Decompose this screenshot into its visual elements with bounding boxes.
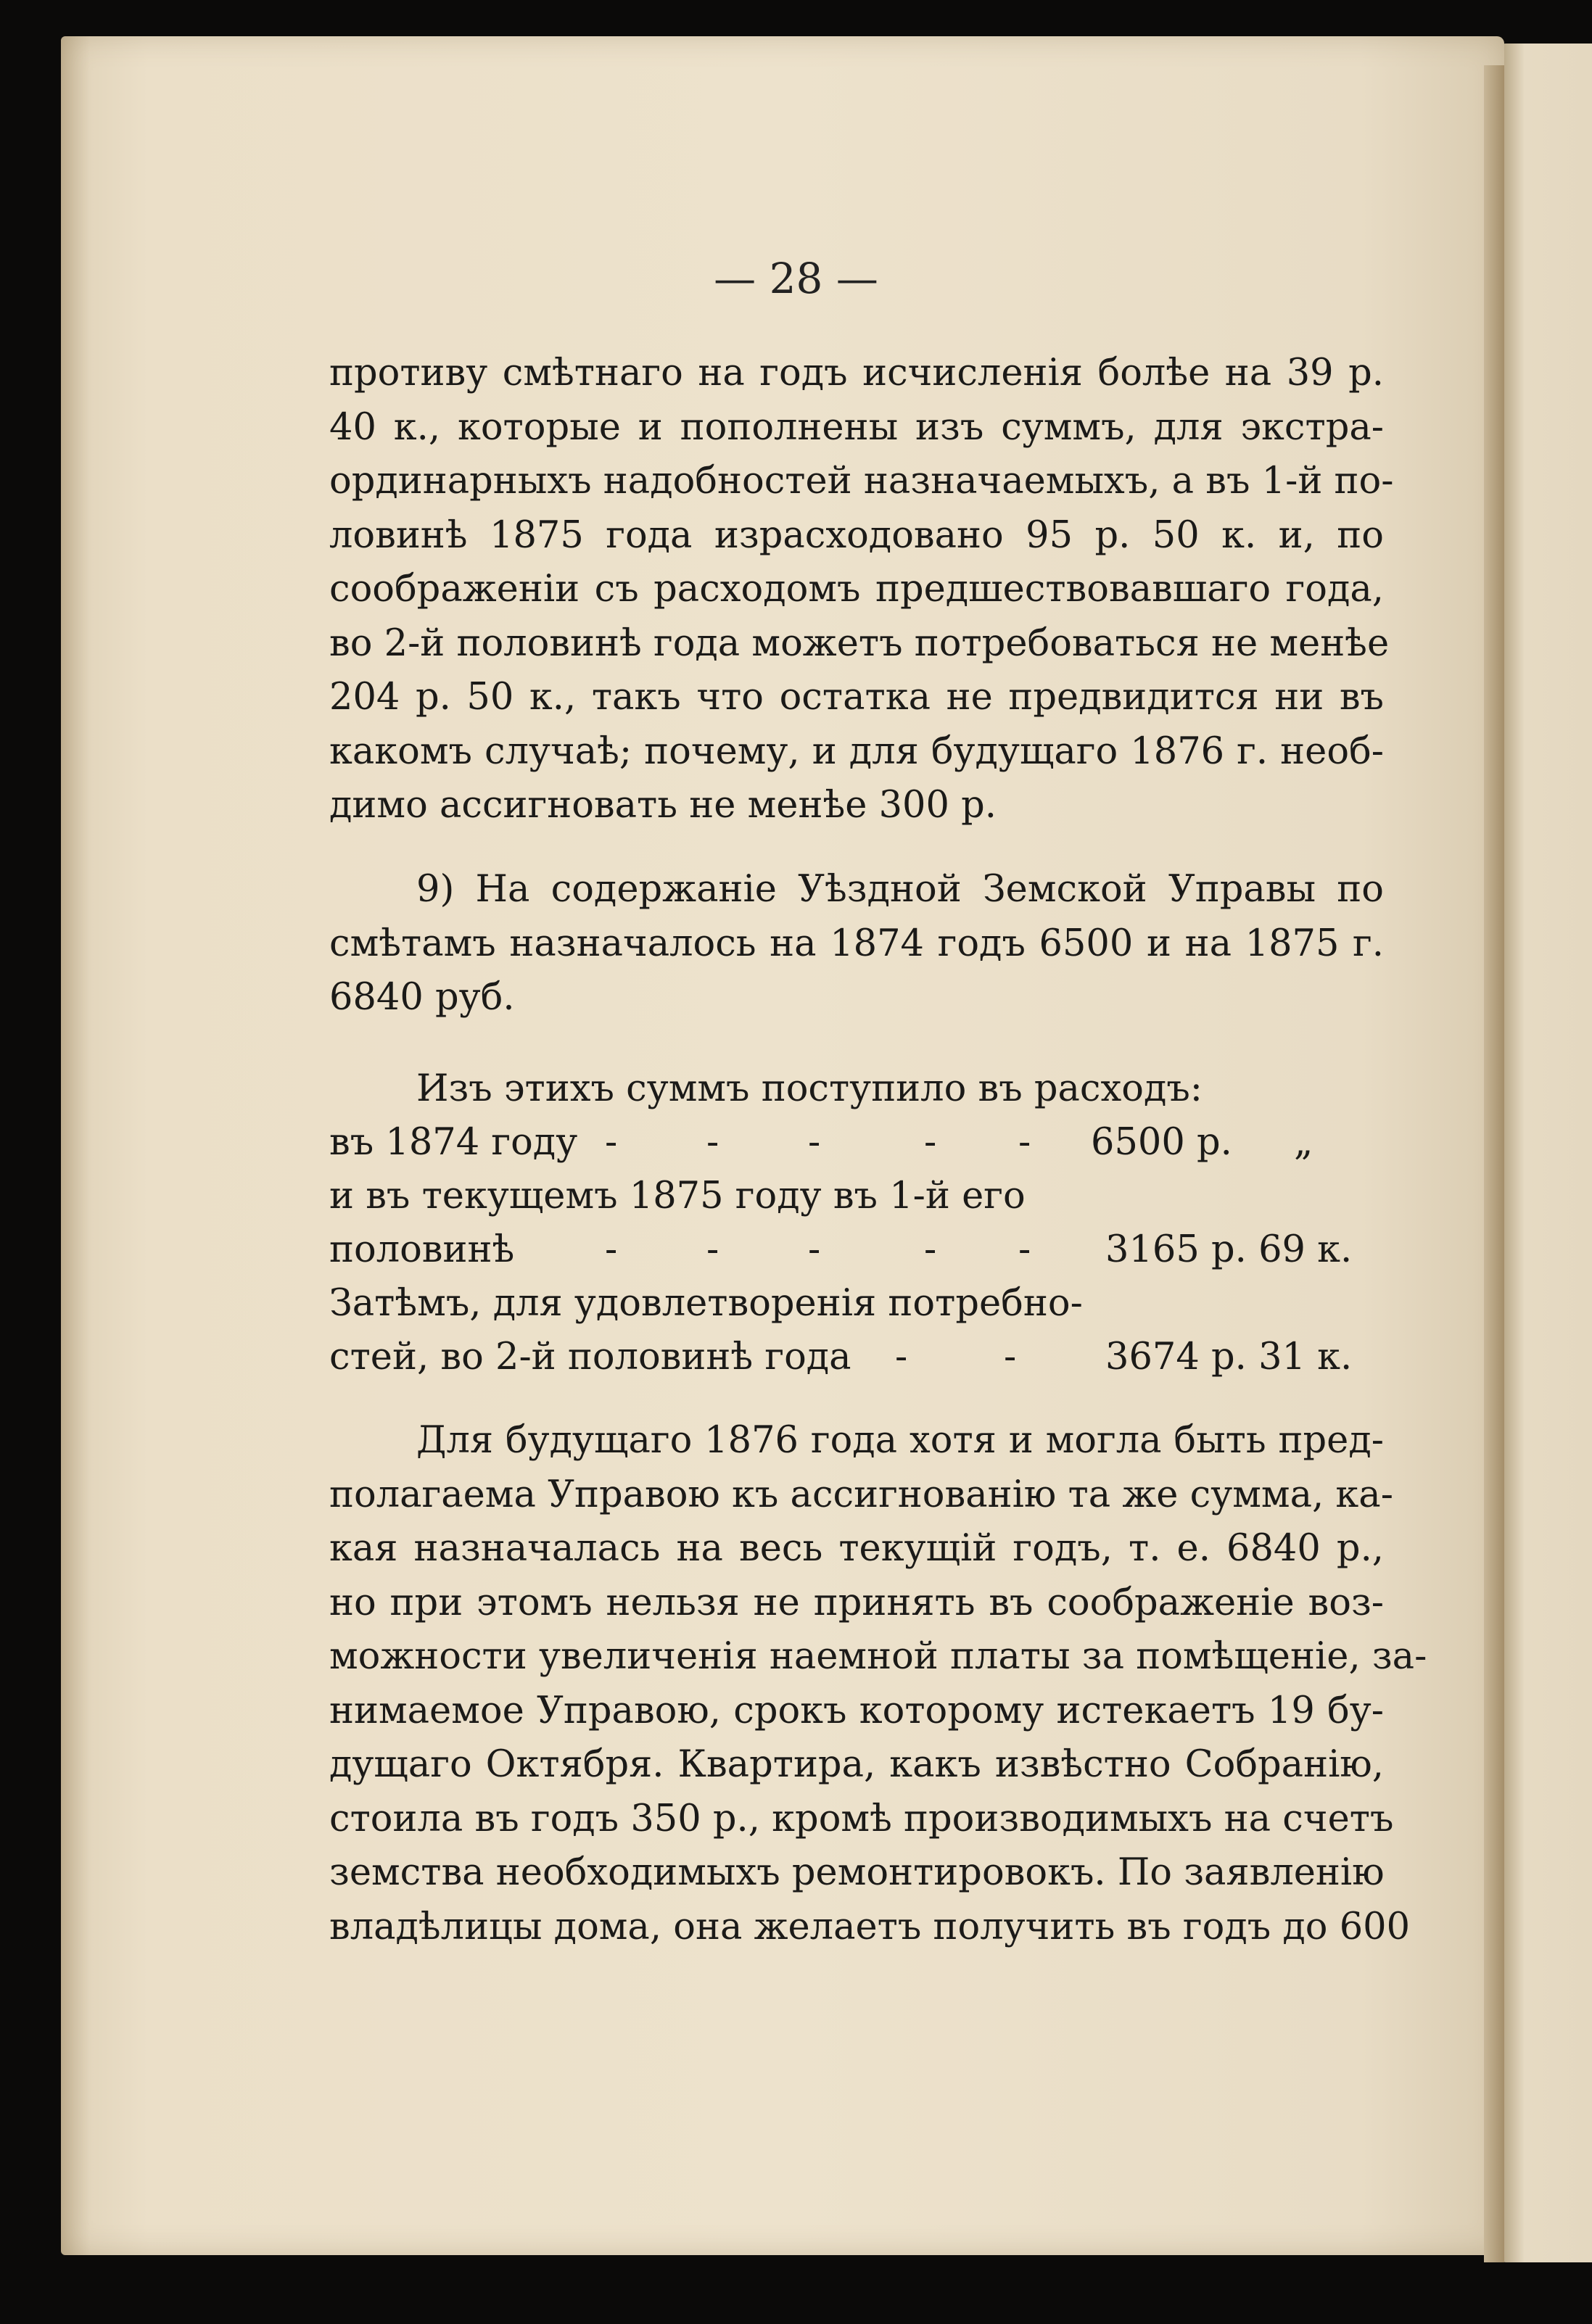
ledger-row	[329, 1331, 1384, 1384]
text-line: нимаемое Управою, срокъ которому истекаетъ 19 бу-	[329, 1689, 1384, 1732]
leader-dash: -	[1018, 1228, 1031, 1271]
ledger-row	[329, 1116, 1384, 1170]
text-line: смѣтамъ назначалось на 1874 годъ 6500 и на 1875 г.	[329, 922, 1384, 965]
text-line: какомъ случаѣ; почему, и для будущаго 1876 г. необ-	[329, 729, 1384, 773]
expense-ledger	[329, 1062, 1384, 1384]
ledger-amount: 6500 р.	[1091, 1121, 1232, 1164]
text-line: противу смѣтнаго на годъ исчисленія болѣе на 39 р.	[329, 352, 1384, 394]
ledger-row	[329, 1223, 1384, 1277]
text-line: соображеніи съ расходомъ предшествовавшаго года,	[329, 568, 1384, 611]
ledger-label: и въ текущемъ 1875 году въ 1-й его	[329, 1175, 1026, 1217]
paragraph-1876-budget	[329, 1414, 1427, 1954]
ledger-label: половинѣ	[329, 1228, 515, 1271]
text-line: земства необходимыхъ ремонтировокъ. По заявленію	[329, 1851, 1385, 1894]
leader-dash: -	[1018, 1121, 1031, 1164]
text-line: 9) На содержаніе Уѣздной Земской Управы по	[416, 868, 1384, 911]
ledger-amount: 3674 р. 31 к.	[1105, 1336, 1353, 1378]
ledger-label: стей, во 2-й половинѣ года	[329, 1336, 851, 1378]
leader-dash: -	[605, 1121, 618, 1164]
text-line: 6840 руб.	[329, 976, 515, 1019]
ledger-heading: Изъ этихъ суммъ поступило въ расходъ:	[416, 1067, 1203, 1110]
text-line: полагаема Управою къ ассигнованію та же сумма, ка-	[329, 1473, 1393, 1516]
ledger-label: Затѣмъ, для удовлетворенія потребно-	[329, 1282, 1083, 1325]
text-line: но при этомъ нельзя не принять въ соображеніе воз-	[329, 1581, 1384, 1624]
text-line: димо ассигновать не менѣе 300 р.	[329, 784, 997, 827]
text-line: кая назначалась на весь текущій годъ, т. е. 6840 р.,	[329, 1527, 1384, 1570]
leader-dash: -	[706, 1121, 719, 1164]
ledger-label: въ 1874 году	[329, 1121, 578, 1164]
ditto-mark: „	[1294, 1121, 1313, 1164]
paragraph-item-9	[329, 863, 1384, 1025]
text-line: стоила въ годъ 350 р., кромѣ производимыхъ на счетъ	[329, 1797, 1394, 1840]
ledger-row	[329, 1170, 1384, 1223]
leader-dash: -	[924, 1228, 937, 1271]
text-line: дущаго Октября. Квартира, какъ извѣстно Собранію,	[329, 1743, 1384, 1786]
leader-dash: -	[808, 1228, 821, 1271]
ledger-amount: 3165 р. 69 к.	[1105, 1228, 1353, 1271]
text-line: 204 р. 50 к., такъ что остатка не предвидится ни въ	[329, 676, 1384, 719]
leader-dash: -	[808, 1121, 821, 1164]
page-fore-edge	[1484, 65, 1504, 2262]
adjacent-page-edge	[1496, 44, 1592, 2262]
text-line: можности увеличенія наемной платы за помѣщеніе, за-	[329, 1635, 1427, 1678]
page-number: — 28 —	[714, 254, 878, 303]
ledger-row	[329, 1277, 1384, 1331]
leader-dash: -	[1004, 1336, 1017, 1378]
ledger-heading-row	[329, 1062, 1384, 1116]
text-line: владѣлицы дома, она желаетъ получить въ годъ до 600	[329, 1905, 1411, 1948]
leader-dash: -	[706, 1228, 719, 1271]
leader-dash: -	[605, 1228, 618, 1271]
text-line: 40 к., которые и пополнены изъ суммъ, для экстра-	[329, 405, 1384, 449]
paragraph-continuation	[329, 347, 1394, 833]
text-line: Для будущаго 1876 года хотя и могла быть пред-	[416, 1419, 1384, 1462]
leader-dash: -	[895, 1336, 908, 1378]
text-line: ловинѣ 1875 года израсходовано 95 р. 50 к. и, по	[329, 513, 1384, 557]
leader-dash: -	[924, 1121, 937, 1164]
text-line: ординарныхъ надобностей назначаемыхъ, а въ 1-й по-	[329, 460, 1394, 503]
text-line: во 2-й половинѣ года можетъ потребоваться не менѣе	[329, 621, 1390, 665]
